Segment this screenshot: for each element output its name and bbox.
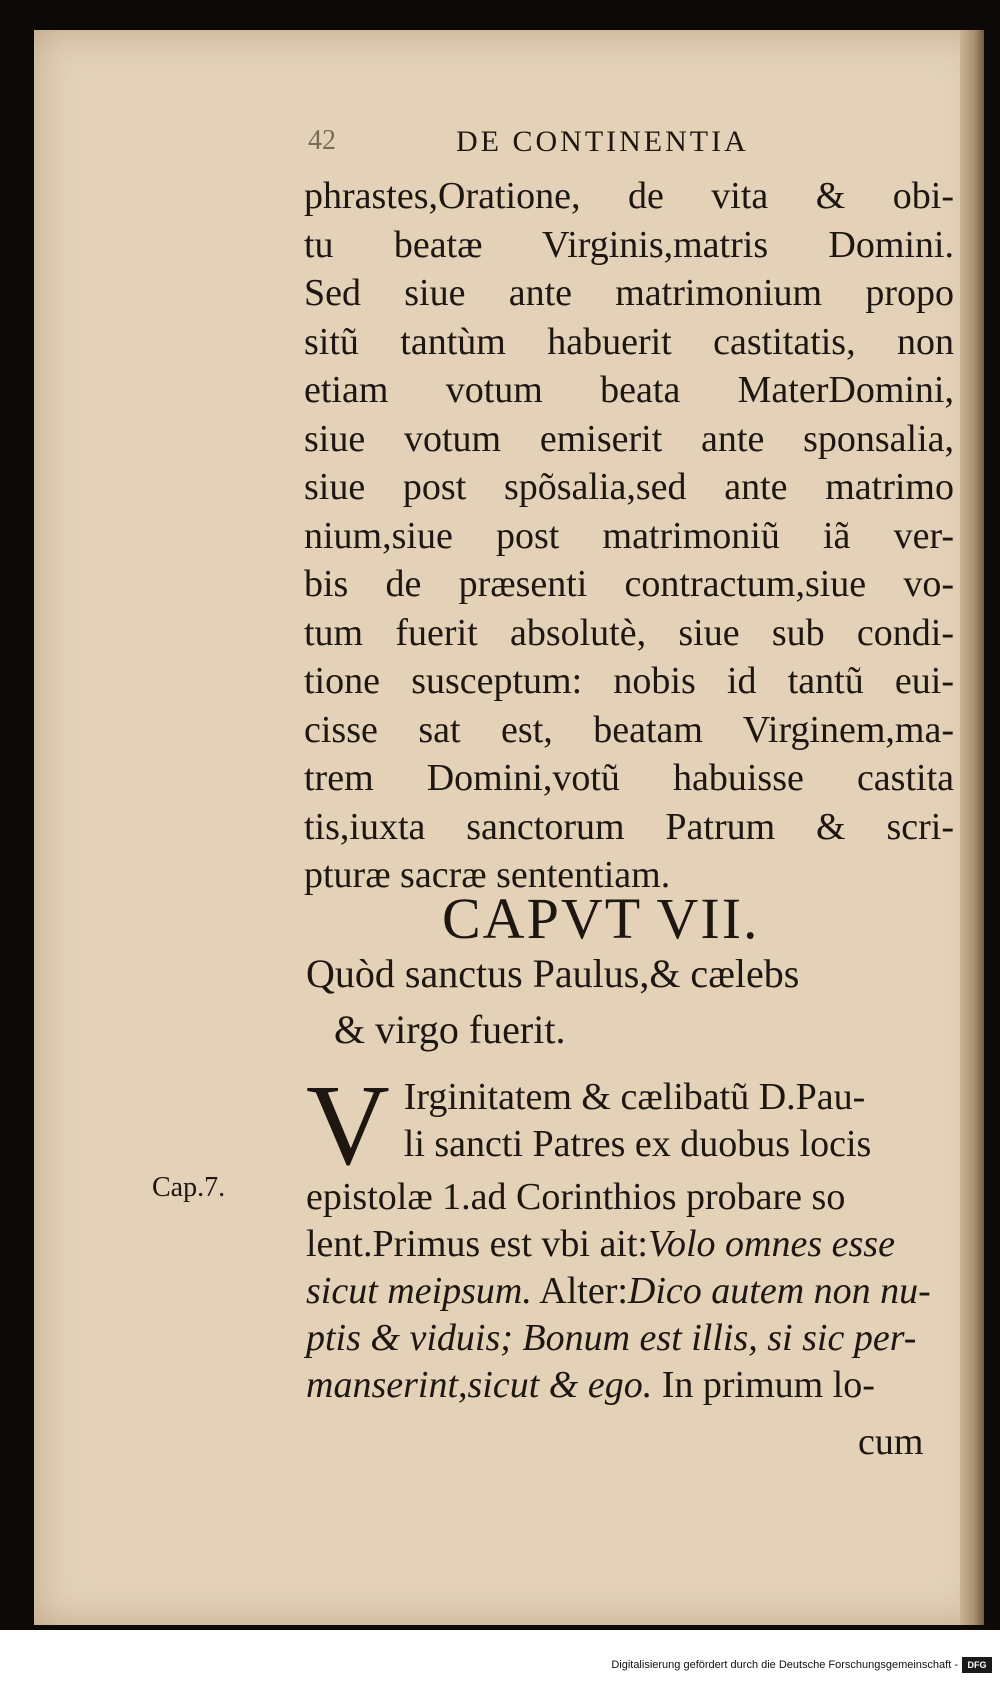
text-line: tis,iuxta sanctorum Patrum & scri- (304, 805, 954, 848)
italic-quote: Volo omnes esse (647, 1223, 895, 1265)
text-line (306, 1362, 946, 1409)
text-line: cisse sat est, beatam Virginem,ma- (304, 708, 954, 751)
page-edge (960, 30, 984, 1625)
drop-cap-initial: V (306, 1062, 390, 1190)
header-title: DE CONTINENTIA (456, 125, 749, 158)
subtitle-line: & virgo fuerit. (334, 1007, 566, 1052)
text-line: phrastes,Oratione, de vita & obi- (304, 175, 954, 217)
text-line: tum fuerit absolutè, siue sub condi- (304, 611, 954, 654)
margin-note: Cap.7. (152, 1172, 226, 1203)
section-text (306, 1062, 946, 1409)
text-line: siue votum emiserit ante sponsalia, (304, 417, 954, 460)
italic-quote: Dico autem non nu- (627, 1270, 931, 1312)
text-line: li sancti Patres ex duobus locis (403, 1123, 872, 1165)
text-line: trem Domini,votũ habuisse castita (304, 757, 954, 799)
text-line (306, 1268, 946, 1315)
text-line: sitũ tantùm habuerit castitatis, non (304, 320, 954, 363)
text-line: bis de præsenti contractum,siue vo- (304, 563, 954, 605)
roman-text: In primum lo- (652, 1364, 875, 1406)
page-number: 42 (308, 125, 336, 156)
dfg-logo-icon: DFG (962, 1657, 992, 1673)
italic-quote: manserint,sicut & ego. (306, 1364, 653, 1406)
text-line: Irginitatem & cælibatũ D.Pau- (403, 1076, 866, 1118)
text-line: tione susceptum: nobis id tantũ eui- (304, 660, 954, 702)
italic-quote: sicut meipsum. (306, 1270, 532, 1312)
chapter-heading: CAPVT VII. (442, 886, 760, 951)
text-line: nium,siue post matrimoniũ iã ver- (304, 514, 954, 557)
text-line: epistolæ 1.ad Corinthios probare so (306, 1176, 846, 1218)
catchword: cum (858, 1421, 924, 1463)
text-line: pturæ sacræ sententiam. (304, 854, 671, 896)
roman-text: Alter: (531, 1270, 628, 1312)
text-line (306, 1221, 946, 1268)
footer-bar (0, 1655, 1000, 1683)
subtitle-line: Quòd sanctus Paulus,& cælebs (306, 951, 800, 996)
text-line: siue post spõsalia,sed ante matrimo (304, 466, 954, 508)
text-line: ptis & viduis; Bonum est illis, si sic per- (306, 1317, 917, 1359)
roman-text: lent.Primus est vbi ait: (306, 1223, 648, 1265)
text-line: tu beatæ Virginis,matris Domini. (304, 223, 954, 266)
text-line: etiam votum beata MaterDomini, (304, 369, 954, 411)
body-text (304, 172, 954, 900)
text-line: Sed siue ante matrimonium propo (304, 272, 954, 314)
chapter-subtitle (306, 946, 946, 1058)
footer-credit: Digitalisierung gefördert durch die Deutsche Forschungsgemeinschaft - (611, 1659, 958, 1671)
